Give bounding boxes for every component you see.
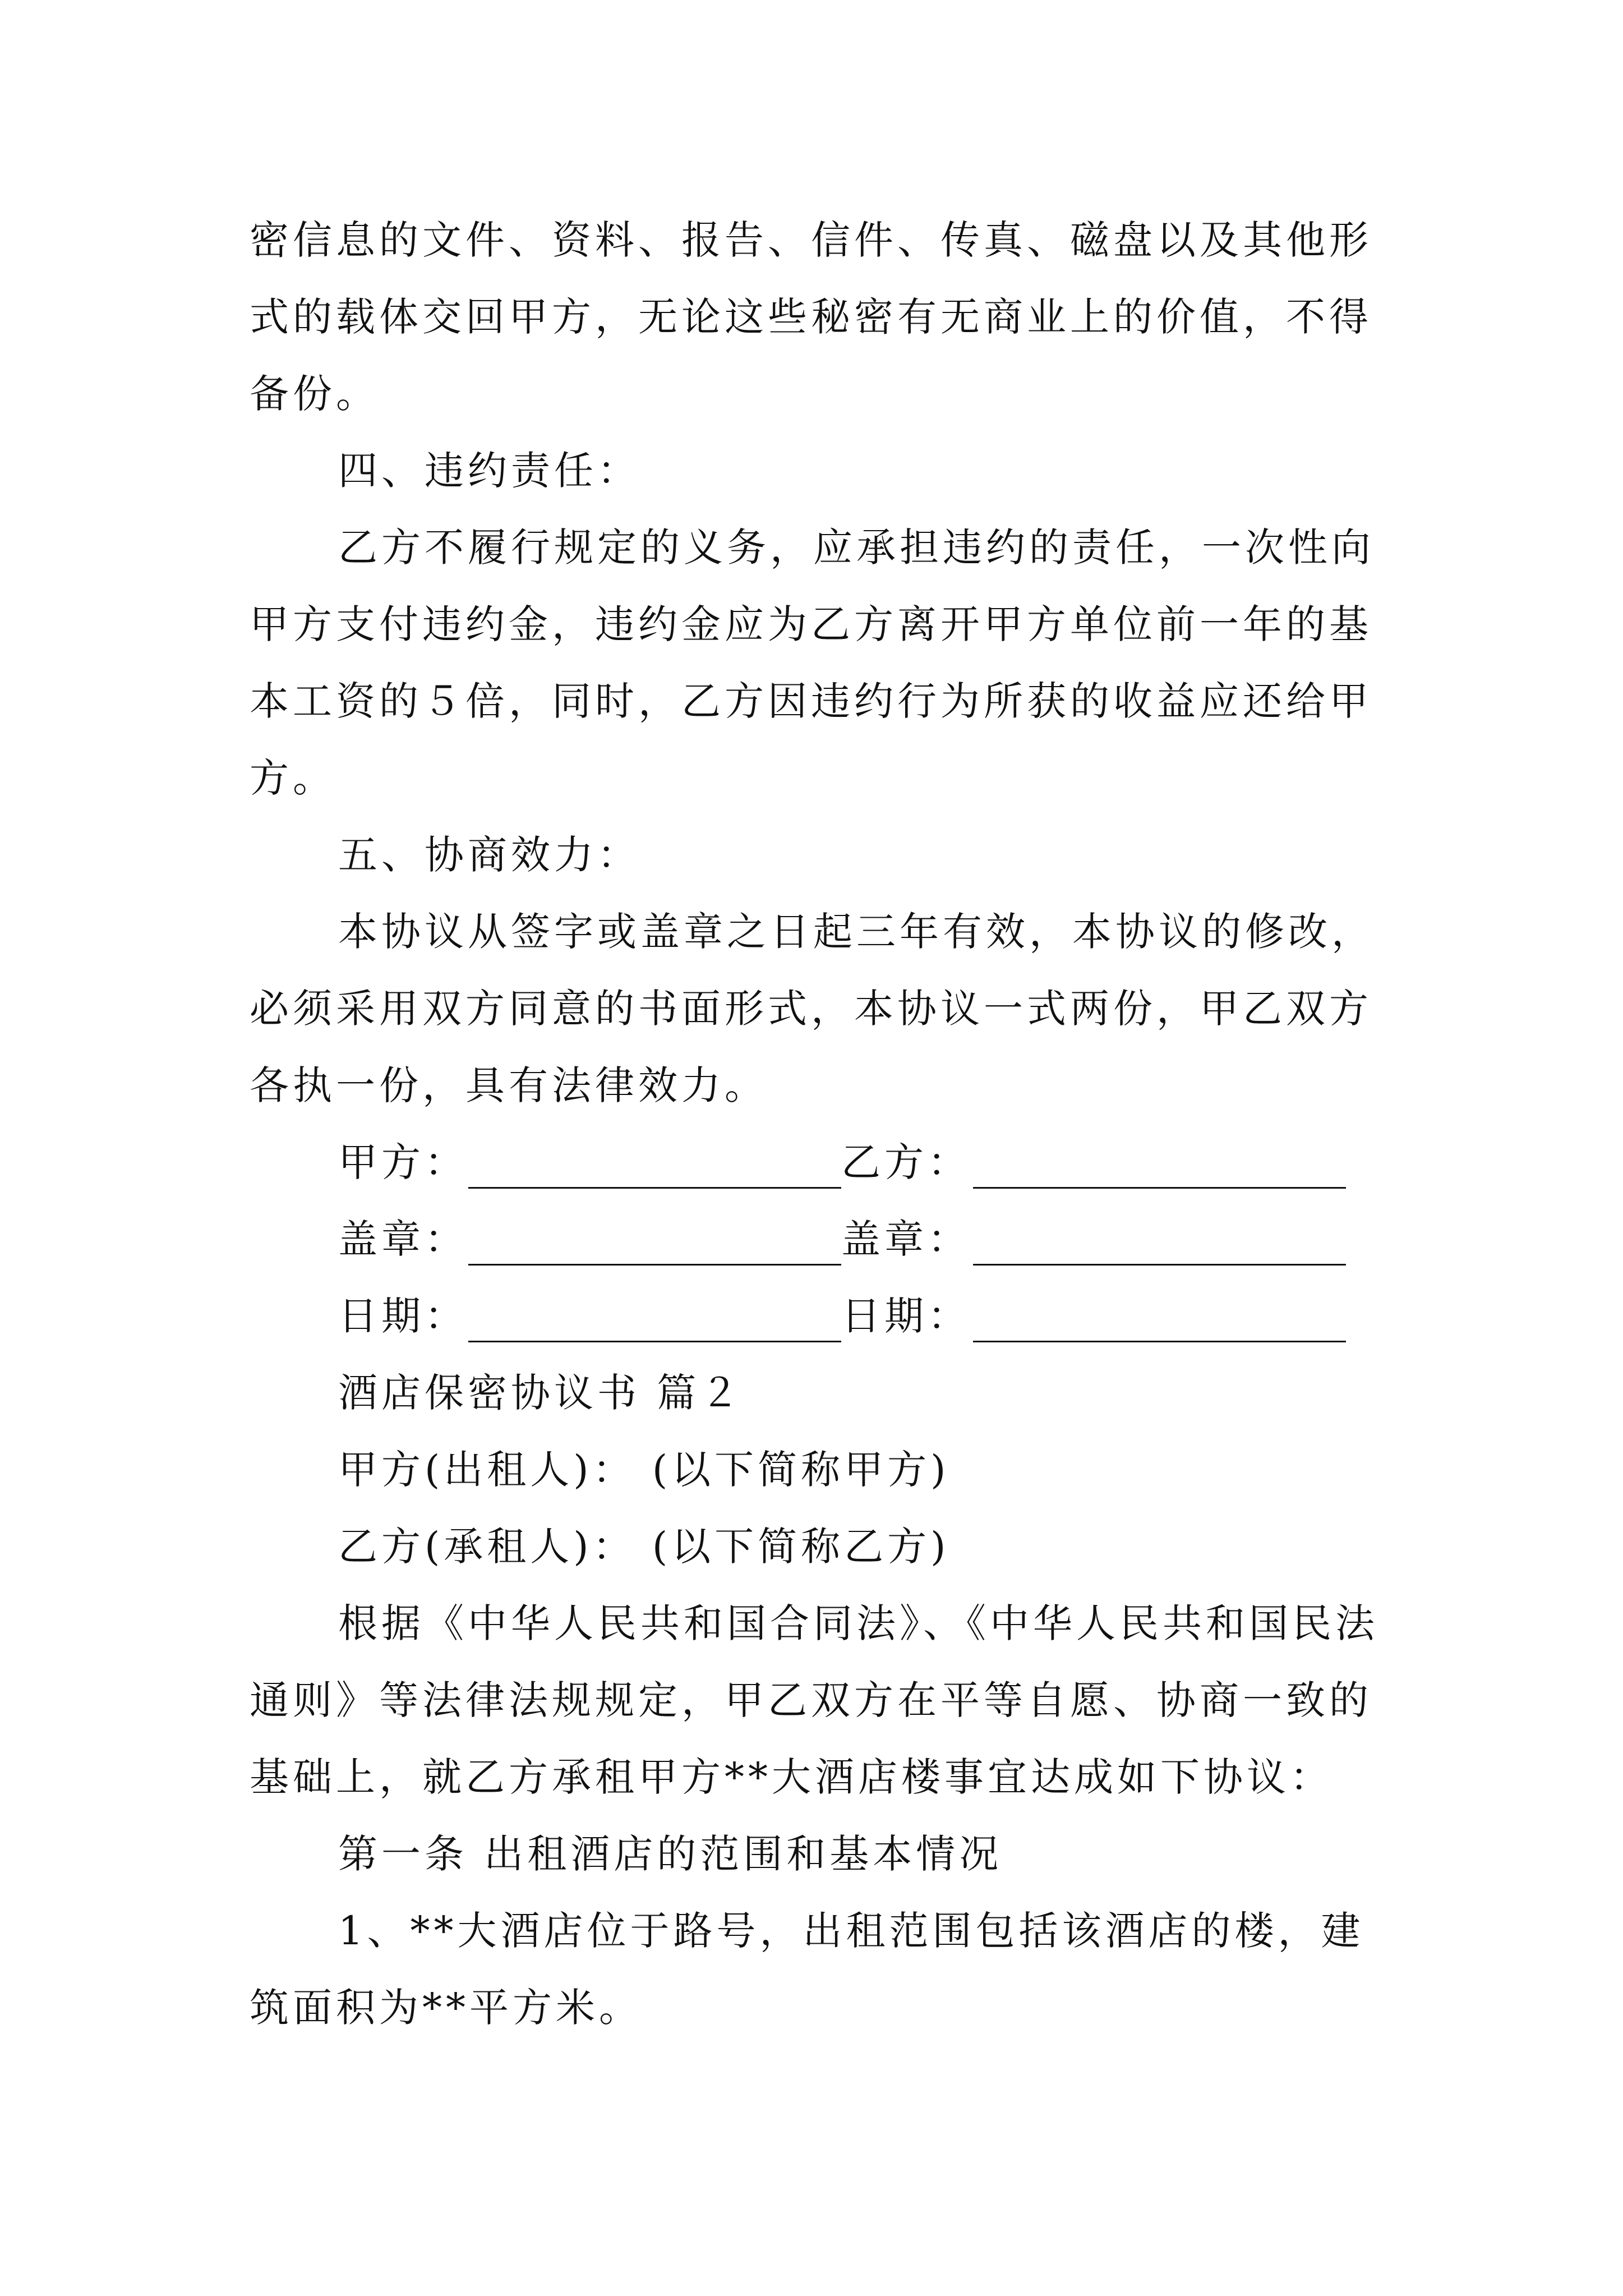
document-title-part2: 酒店保密协议书 篇２	[338, 1370, 744, 1416]
paragraph-line: 密信息的文件、资料、报告、信件、传真、磁盘以及其他形	[250, 217, 1372, 263]
date-a-blank	[468, 1341, 841, 1342]
paragraph-line: 本工资的５倍，同时，乙方因违约行为所获的收益应还给甲	[250, 678, 1372, 724]
paragraph-line: 本协议从签字或盖章之日起三年有效，本协议的修改，	[338, 909, 1375, 955]
paragraph-line: 根据《中华人民共和国合同法》、《中华人民共和国民法	[338, 1600, 1378, 1646]
seal-b-label: 盖章：	[841, 1216, 971, 1262]
party-b-lessee-line: 乙方(承租人)： (以下简称乙方)	[338, 1524, 950, 1570]
signature-row-date	[250, 1278, 1394, 1355]
date-b-label: 日期：	[841, 1293, 971, 1339]
paragraph-line: 基础上，就乙方承租甲方**大酒店楼事宜达成如下协议：	[250, 1754, 1333, 1800]
paragraph-line: 方。	[250, 755, 336, 801]
paragraph-line: 筑面积为**平方米。	[250, 1985, 642, 2031]
section-heading-breach: 四、违约责任：	[338, 448, 640, 494]
paragraph-line: 乙方不履行规定的义务，应承担违约的责任，一次性向	[338, 524, 1375, 570]
paragraph-line: 甲方支付违约金，违约金应为乙方离开甲方单位前一年的基	[250, 601, 1372, 647]
seal-a-label: 盖章：	[338, 1216, 468, 1262]
paragraph-line: 备份。	[250, 371, 379, 417]
paragraph-line: 1、**大酒店位于路号，出租范围包括该酒店的楼，建	[338, 1908, 1364, 1954]
date-a-label: 日期：	[338, 1293, 468, 1339]
signature-row-seal	[250, 1201, 1394, 1278]
paragraph-line: 必须采用双方同意的书面形式，本协议一式两份，甲乙双方	[250, 986, 1372, 1032]
date-b-blank	[973, 1341, 1346, 1342]
section-heading-validity: 五、协商效力：	[338, 832, 640, 878]
seal-b-blank	[973, 1264, 1346, 1266]
paragraph-line: 式的载体交回甲方，无论这些秘密有无商业上的价值，不得	[250, 294, 1372, 340]
party-a-lessor-line: 甲方(出租人)： (以下简称甲方)	[338, 1447, 950, 1493]
paragraph-line: 各执一份，具有法律效力。	[250, 1062, 768, 1108]
party-b-label: 乙方：	[841, 1139, 971, 1185]
signature-row-party	[250, 1124, 1394, 1201]
party-a-label: 甲方：	[338, 1139, 468, 1185]
seal-a-blank	[468, 1264, 841, 1266]
document-body	[250, 202, 1394, 2046]
party-b-blank	[973, 1187, 1346, 1189]
paragraph-line: 通则》等法律法规规定，甲乙双方在平等自愿、协商一致的	[250, 1677, 1372, 1723]
article-heading-1: 第一条 出租酒店的范围和基本情况	[338, 1831, 1003, 1877]
party-a-blank	[468, 1187, 841, 1189]
